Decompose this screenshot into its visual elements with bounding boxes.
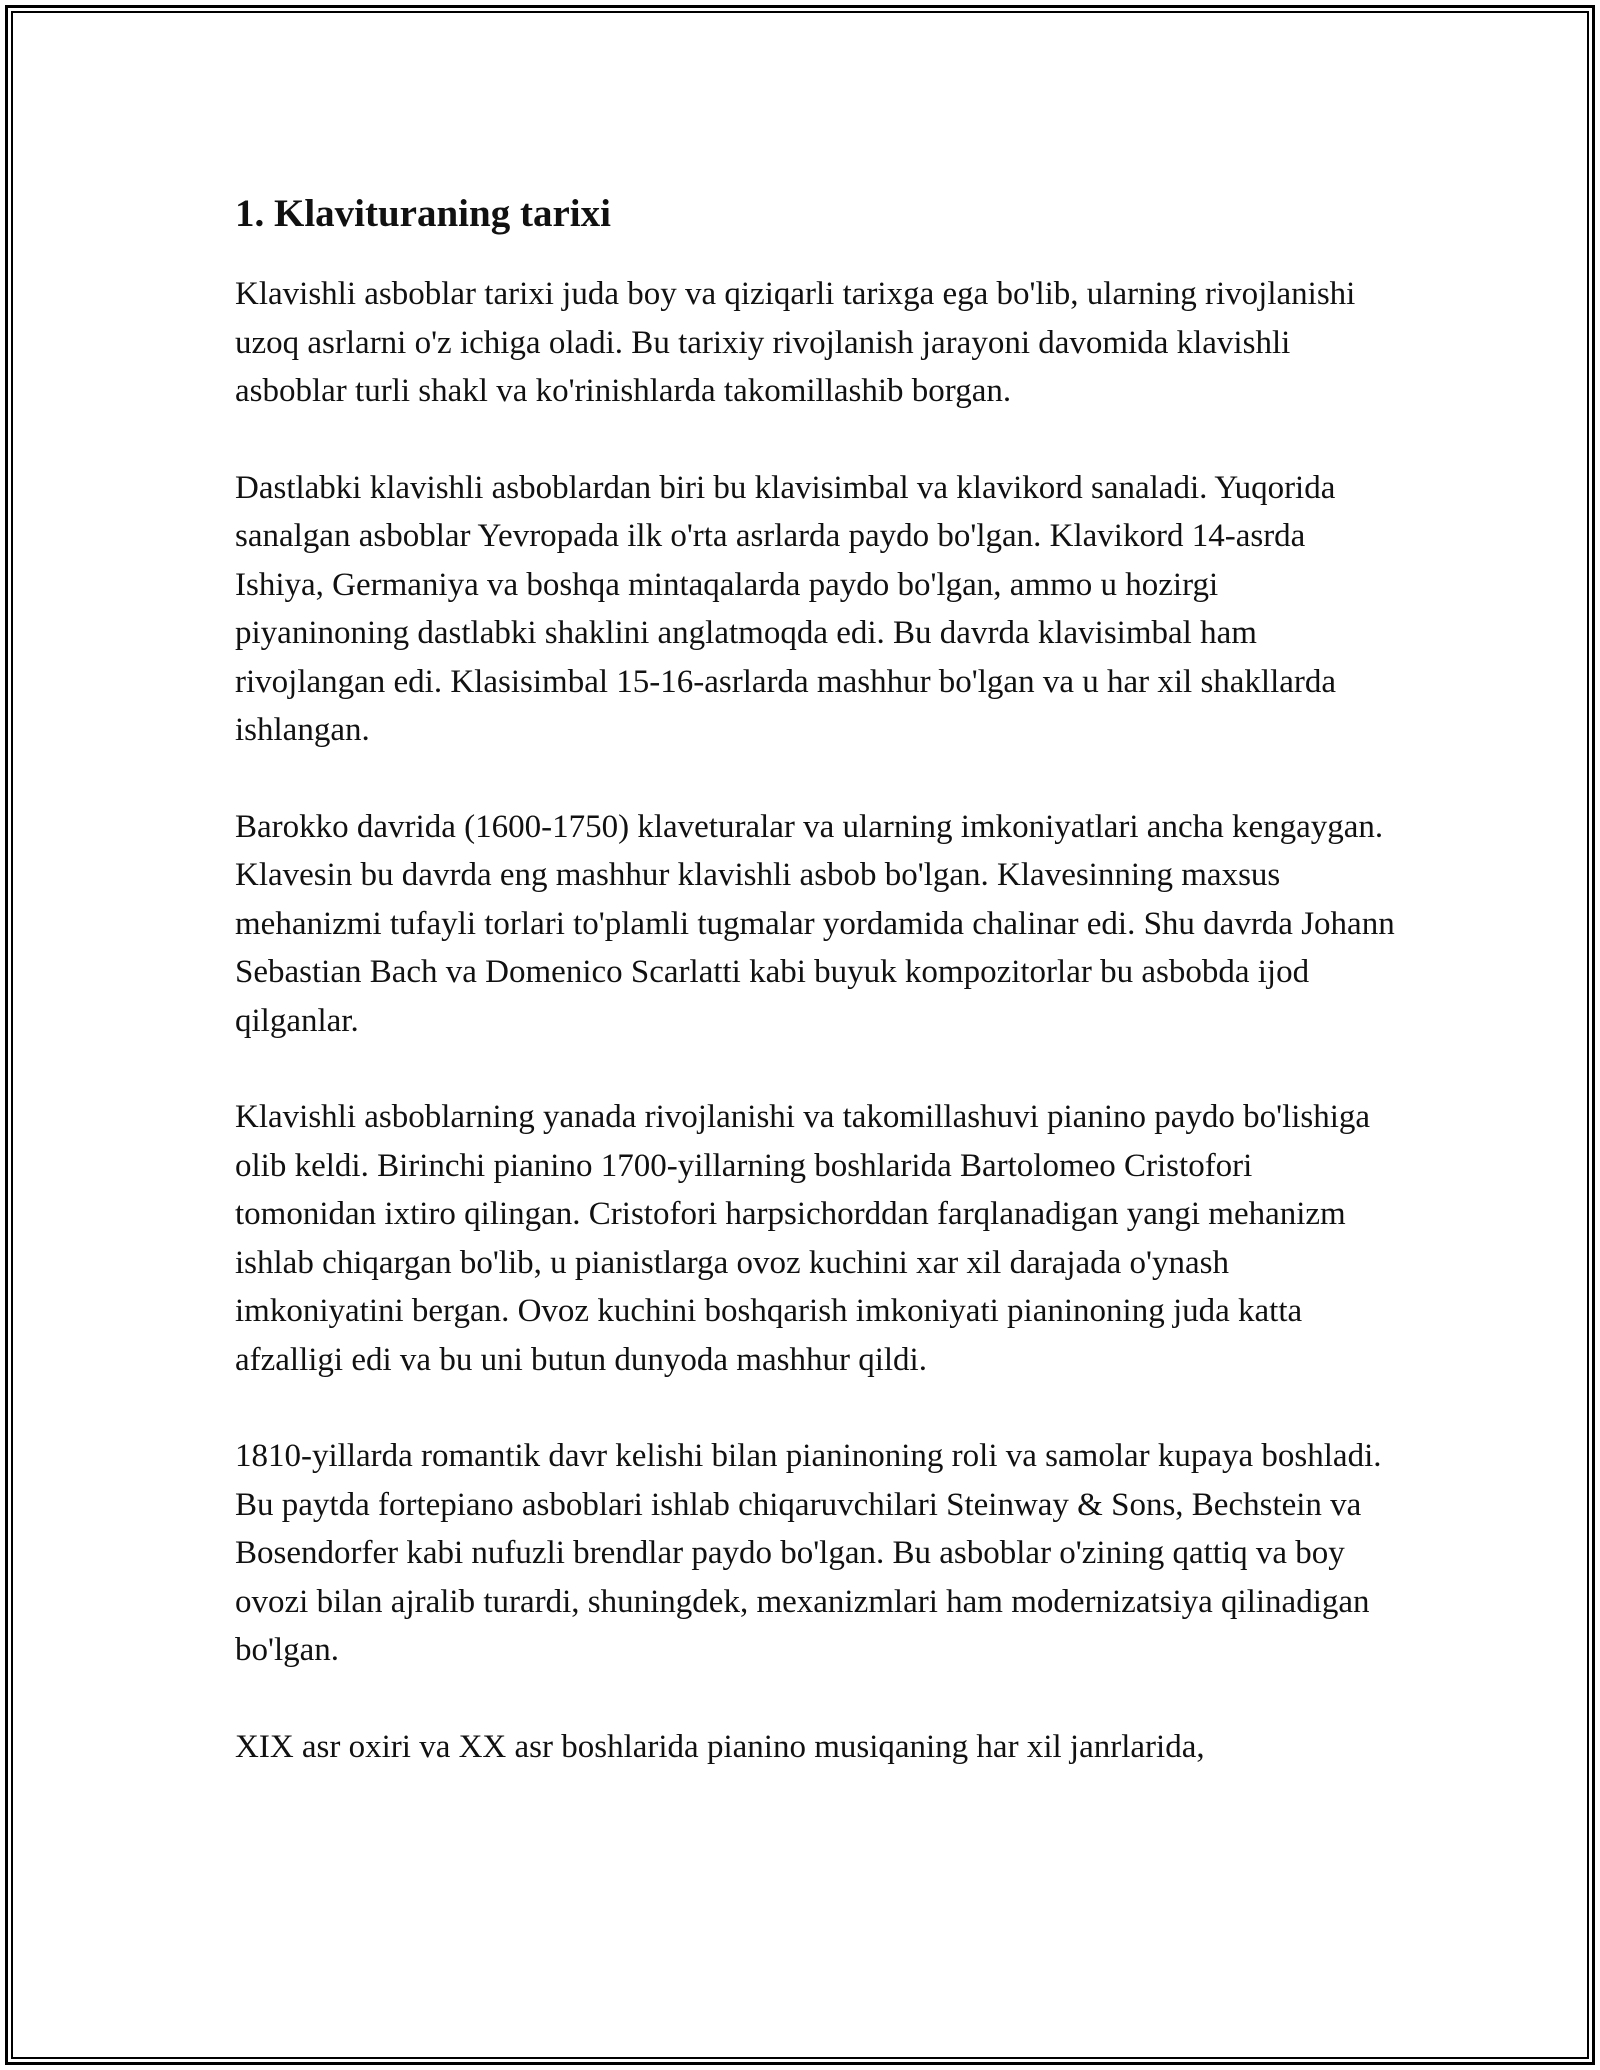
paragraph-2: Dastlabki klavishli asboblardan biri bu klavisimbal va klavikord sanaladi. Yuqorida sanalgan asboblar Yevropada ilk o'rta asrlarda paydo bo'lgan. Klavikord 14-asrda Ishiya, Germaniya va boshqa mintaqalarda paydo bo'lgan, ammo u hozirgi piyaninoning dastlabki shaklini anglatmoqda edi. Bu davrda klavisimbal ham rivojlangan edi. Klasisimbal 15-16-asrlarda mashhur bo'lgan va u har xil shakllarda ishlangan. [235, 469, 1337, 748]
paragraph-3: Barokko davrida (1600-1750) klaveturalar va ularning imkoniyatlari ancha kengaygan. Klavesin bu davrda eng mashhur klavishli asbob bo'lgan. Klavesinning maxsus mehanizmi tufayli torlari to'plamli tugmalar yordamida chalinar edi. Shu davrda Johann Sebastian Bach va Domenico Scarlatti kabi buyuk kompozitorlar bu asbobda ijod qilganlar. [235, 808, 1395, 1039]
paragraph-4: Klavishli asboblarning yanada rivojlanishi va takomillashuvi pianino paydo bo'lishiga olib keldi. Birinchi pianino 1700-yillarning boshlarida Bartolomeo Cristofori tomonidan ixtiro qilingan. Cristofori harpsichorddan farqlanadigan yangi mehanizm ishlab chiqargan bo'lib, u pianistlarga ovoz kuchini xar xil darajada o'ynash imkoniyatini bergan. Ovoz kuchini boshqarish imkoniyati pianinoning juda katta afzalligi edi va bu uni butun dunyoda mashhur qildi. [235, 1099, 1371, 1378]
section-heading: 1. Klavituraning tarixi [235, 192, 611, 235]
document-body [235, 188, 1395, 1819]
paragraph-5: 1810-yillarda romantik davr kelishi bilan pianinoning roli va samolar kupaya boshladi. Bu paytda fortepiano asboblari ishlab chiqaruvchilari Steinway & Sons, Bechstein va Bosendorfer kabi nufuzli brendlar paydo bo'lgan. Bu asboblar o'zining qattiq va boy ovozi bilan ajralib turardi, shuningdek, mexanizmlari ham modernizatsiya qilinadigan bo'lgan. [235, 1438, 1382, 1668]
paragraph-6: XIX asr oxiri va XX asr boshlarida pianino musiqaning har xil janrlarida, [235, 1728, 1205, 1765]
paragraph-1: Klavishli asboblar tarixi juda boy va qiziqarli tarixga ega bo'lib, ularning rivojlanishi uzoq asrlarni o'z ichiga oladi. Bu tarixiy rivojlanish jarayoni davomida klavishli asboblar turli shakl va ko'rinishlarda takomillashib borgan. [235, 276, 1356, 409]
